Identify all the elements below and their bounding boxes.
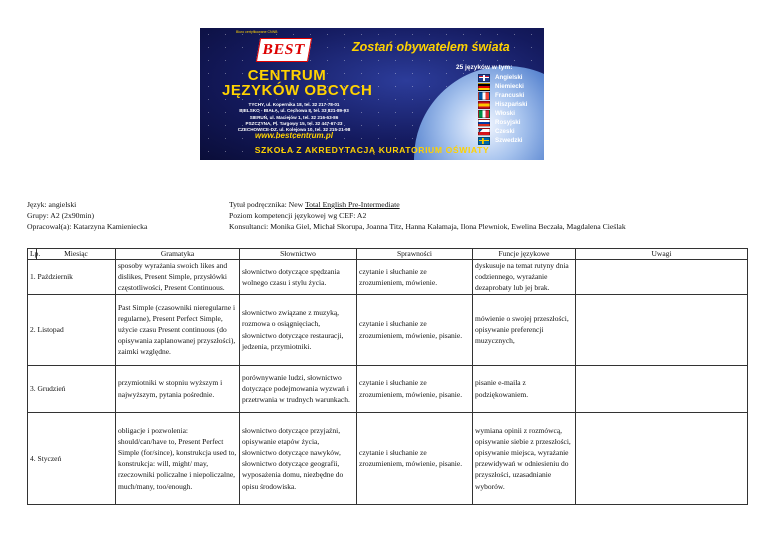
column-header-notes: Uwagi xyxy=(576,249,748,260)
school-banner xyxy=(200,28,544,160)
language-item xyxy=(478,136,527,145)
language-name: Hiszpański xyxy=(495,101,528,108)
logo-text: BEST xyxy=(261,42,307,58)
cef-level-label: Poziom kompetencji językowej wg CEF: A2 xyxy=(229,211,367,220)
grammar-cell: przymiotniki w stopniu wyższym i najwyższym, pytania pośrednie. xyxy=(116,365,240,412)
skills-cell: czytanie i słuchanie ze zrozumieniem, mówienie, pisanie. xyxy=(357,412,473,504)
column-header-lp: Lp. xyxy=(28,249,37,260)
center-title-line: JĘZYKÓW OBCYCH xyxy=(222,82,373,99)
address-line: CZECHOWICE-DZ. ul. Kolejowa 10, tel. 32 215-21-98 xyxy=(237,127,351,133)
notes-cell xyxy=(576,260,748,295)
skills-cell: czytanie i słuchanie ze zrozumieniem, mówienie, pisanie. xyxy=(357,365,473,412)
language-item xyxy=(478,127,527,136)
language-label: Język: angielski xyxy=(27,200,77,209)
best-logo xyxy=(256,38,312,62)
center-title-line: CENTRUM xyxy=(247,67,327,84)
skills-cell: czytanie i słuchanie ze zrozumieniem, mówienie. xyxy=(357,260,473,295)
skills-cell: czytanie i słuchanie ze zrozumieniem, mówienie, pisanie. xyxy=(357,294,473,365)
vocabulary-cell: porównywanie ludzi, słownictwo dotyczące podejmowania wyzwań i przetrwania w trudnych warunkach. xyxy=(240,365,357,412)
functions-cell: mówienie o swojej przeszłości, opisywanie preferencji muzycznych, xyxy=(473,294,576,365)
language-name: Włoski xyxy=(495,110,515,117)
groups-label: Grupy: A2 (2x90min) xyxy=(27,211,95,220)
france-flag-icon xyxy=(478,92,490,100)
table-row xyxy=(28,365,748,412)
consultants-label: Konsultanci: Monika Giel, Michał Skorupa, Joanna Titz, Hanna Kałamaja, Ilona Plewniok, Ewelina Beczała, Magdalena Cieślak xyxy=(229,222,626,231)
russia-flag-icon xyxy=(478,119,490,127)
table-row xyxy=(28,294,748,365)
month-cell: 3. Grudzień xyxy=(28,365,116,412)
italy-flag-icon xyxy=(478,110,490,118)
languages-header: 25 języków w tym: xyxy=(456,64,513,71)
banner-website: www.bestcentrum.pl xyxy=(255,131,333,140)
textbook-prefix: Tytuł podręcznika: New xyxy=(229,200,305,209)
languages-list xyxy=(478,73,527,145)
functions-cell: wymiana opinii z rozmówcą, opisywanie siebie z przeszłości, opisywanie miejsca, wyrażanie przewidywań w odniesieniu do przyszłości, uzasadnianie wyborów. xyxy=(473,412,576,504)
language-item xyxy=(478,91,527,100)
vocabulary-cell: słownictwo związane z muzyką, rozmowa o osiągnięciach, słownictwo dotyczące restauracji, jedzenia, przymiotniki. xyxy=(240,294,357,365)
vocabulary-cell: słownictwo dotyczące spędzania wolnego czasu i stylu życia. xyxy=(240,260,357,295)
vocabulary-cell: słownictwo dotyczące przyjaźni, opisywanie etapów życia, słownictwo dotyczące nawyków, słownictwo dotyczące geografii, wyposażenia domu, niezbędne do opisu środowiska. xyxy=(240,412,357,504)
language-item xyxy=(478,73,527,82)
language-item xyxy=(478,100,527,109)
language-item xyxy=(478,118,527,127)
language-item xyxy=(478,109,527,118)
banner-slogan: Zostań obywatelem świata xyxy=(352,40,510,54)
course-info-right xyxy=(229,199,626,232)
banner-top-text: Biuro certyfikowane CNNB xyxy=(236,30,278,34)
month-cell: 4. Styczeń xyxy=(28,412,116,504)
grammar-cell: sposoby wyrażania swoich likes and dislikes, Present Simple, przysłówki częstotliwości, Present Continuous. xyxy=(116,260,240,295)
language-name: Angielski xyxy=(495,74,523,81)
table-row xyxy=(28,412,748,504)
language-item xyxy=(478,82,527,91)
notes-cell xyxy=(576,412,748,504)
uk-flag-icon xyxy=(478,74,490,82)
month-cell: 1. Październik xyxy=(28,260,116,295)
czech-flag-icon xyxy=(478,128,490,136)
address-line: PSZCZYNA, Pl. Targowy 15, tel. 32 447-67-23 xyxy=(245,120,343,126)
table-row xyxy=(28,260,748,295)
banner-center-title xyxy=(222,67,373,99)
table-header-row xyxy=(28,249,748,260)
course-info-left xyxy=(27,199,147,232)
grammar-cell: obligacje i pozwolenia: should/can/have to, Present Perfect Simple (for/since), konstrukcja used to, konstrukcja: will, might/ may, rzeczowniki policzalne i niepoliczalne, much/many, too/enough. xyxy=(116,412,240,504)
functions-cell: pisanie e-maila z podziękowaniem. xyxy=(473,365,576,412)
textbook-title: Total English Pre-Intermediate xyxy=(304,200,400,209)
language-name: Niemiecki xyxy=(495,83,524,90)
address-line: BIELSKO - BIAŁA, ul. Cechowa 8, tel. 33 821-89-93 xyxy=(239,108,349,114)
language-name: Francuski xyxy=(495,92,525,99)
language-name: Rosyjski xyxy=(495,119,521,126)
address-line: SIERUŃ, ul. Maciejów 1, tel. 32 216-63-86 xyxy=(249,114,339,120)
address-line: TYCHY, ul. Kopernika 18, tel. 32 217-78-01 xyxy=(248,102,340,107)
notes-cell xyxy=(576,294,748,365)
textbook-line xyxy=(229,199,626,210)
accreditation-text: SZKOŁA Z AKREDYTACJĄ KURATORIUM OŚWIATY xyxy=(254,145,490,155)
functions-cell: dyskusuje na temat rutyny dnia codziennego, wyrażanie dezaprobaty lub jej brak. xyxy=(473,260,576,295)
column-header-skills: Sprawności xyxy=(357,249,473,260)
month-cell: 2. Listopad xyxy=(28,294,116,365)
column-header-grammar: Gramatyka xyxy=(116,249,240,260)
column-header-functions: Funcje językowe xyxy=(473,249,576,260)
language-name: Szwedzki xyxy=(495,137,523,144)
grammar-cell: Past Simple (czasowniki nieregularne i regularne), Present Perfect Simple, użycie czasu Present continuous (do opisywania zaplanowanej przyszłości), zaimki względne. xyxy=(116,294,240,365)
column-header-vocabulary: Słownictwo xyxy=(240,249,357,260)
spain-flag-icon xyxy=(478,101,490,109)
column-header-month: Miesiąc xyxy=(37,249,116,260)
author-label: Opracował(a): Katarzyna Kamieniecka xyxy=(27,222,148,231)
sweden-flag-icon xyxy=(478,137,490,145)
language-name: Czeski xyxy=(495,128,515,135)
curriculum-table xyxy=(27,248,748,505)
germany-flag-icon xyxy=(478,83,490,91)
banner-addresses xyxy=(208,102,380,133)
notes-cell xyxy=(576,365,748,412)
